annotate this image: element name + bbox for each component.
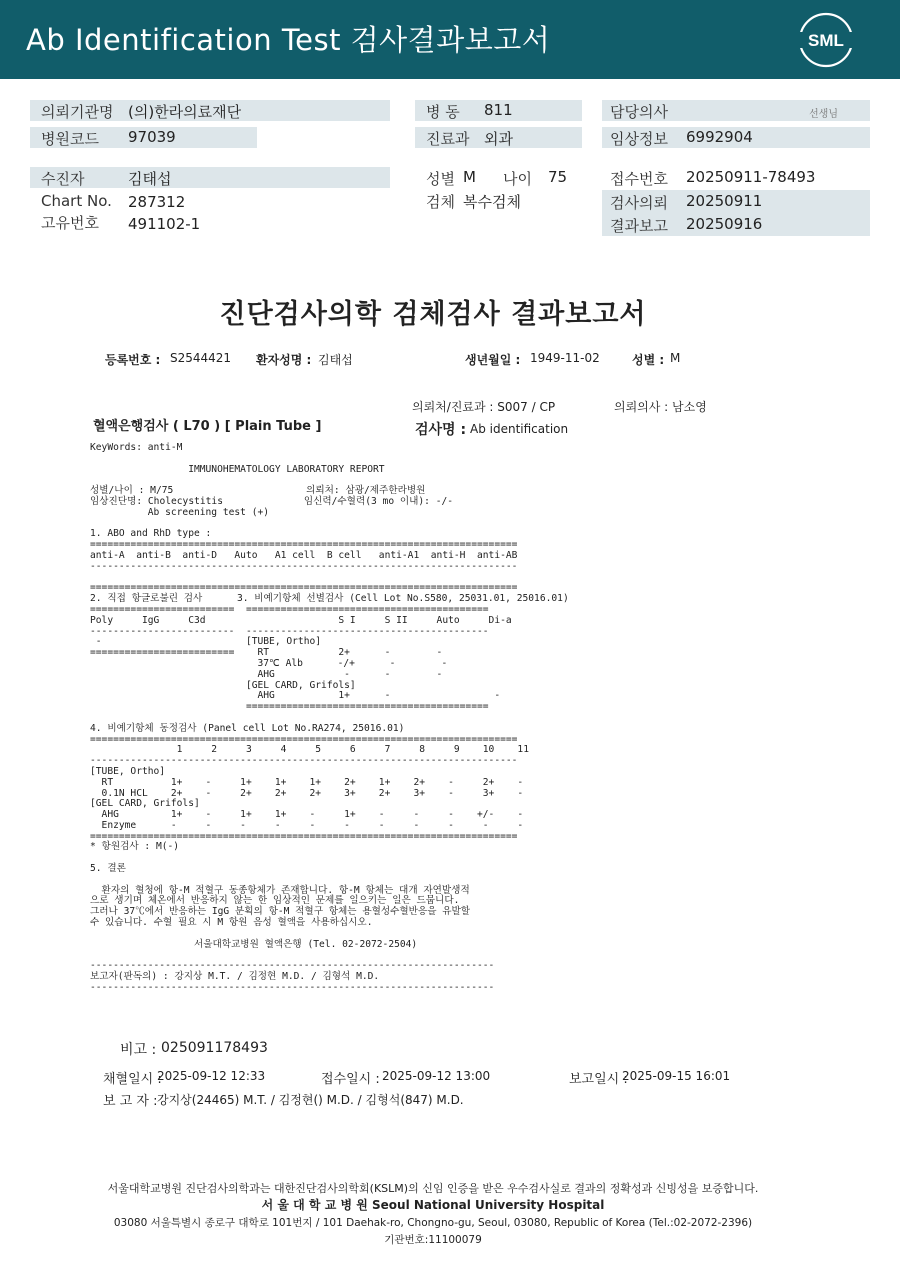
certification-text: 서울대학교병원 진단검사의학과는 대한진단검사의학회(KSLM)의 신임 인증을 받은 우수검사실로 결과의 정확성과 신빙성을 보증합니다. bbox=[107, 1182, 759, 1195]
chart-label: Chart No. bbox=[41, 192, 112, 210]
request-date-label: 검사의뢰 bbox=[610, 194, 668, 212]
doctor-suffix: 선생님 bbox=[809, 109, 838, 120]
collect-value: 2025-09-12 12:33 bbox=[157, 1069, 266, 1083]
dept-value: 외과 bbox=[484, 130, 513, 148]
dept-label: 진료과 bbox=[426, 130, 470, 148]
patient-name-label: 환자성명 : bbox=[256, 353, 312, 367]
sml-logo-icon bbox=[798, 12, 854, 68]
age-value: 75 bbox=[548, 168, 568, 186]
receipt-label: 접수일시 : bbox=[321, 1072, 380, 1087]
chart-value: 287312 bbox=[128, 193, 186, 211]
specimen-label: 검체 bbox=[426, 193, 455, 211]
reporter-value: 강지상(24465) M.T. / 김정현() M.D. / 김형석(847) M.D. bbox=[157, 1093, 464, 1107]
institution-value: (의)한라의료재단 bbox=[128, 103, 242, 121]
referral-dept: 의뢰처/진료과 : S007 / CP bbox=[412, 400, 556, 414]
report-date-label: 결과보고 bbox=[610, 217, 668, 235]
request-date-value: 20250911 bbox=[686, 192, 763, 210]
doctor-label: 담당의사 bbox=[610, 103, 668, 121]
institution-number: 기관번호:11100079 bbox=[384, 1234, 482, 1246]
reg-no-value: S2544421 bbox=[170, 351, 232, 365]
report-title: Ab Identification Test 검사결과보고서 bbox=[26, 23, 551, 57]
hospital-code-label: 병원코드 bbox=[41, 130, 99, 148]
ward-label: 병 동 bbox=[426, 103, 460, 121]
report-time-label: 보고일시 : bbox=[569, 1072, 628, 1087]
clinical-info-value: 6992904 bbox=[686, 128, 753, 146]
test-name-label: 검사명 : bbox=[415, 422, 467, 438]
receipt-no-label: 접수번호 bbox=[610, 170, 668, 188]
clinical-info-label: 임상정보 bbox=[610, 130, 668, 148]
hospital-code-value: 97039 bbox=[128, 128, 176, 146]
hospital-address: 03080 서울특별시 종로구 대학로 101번지 / 101 Daehak-ro, Chongno-gu, Seoul, 03080, Republic of Korea (Tel.:02-2072-2396) bbox=[113, 1217, 753, 1229]
document-title: 진단검사의학 검체검사 결과보고서 bbox=[219, 299, 647, 330]
meta-sex-value: M bbox=[670, 351, 681, 365]
reg-no-label: 등록번호 : bbox=[105, 353, 161, 367]
unique-id-value: 491102-1 bbox=[128, 215, 201, 233]
receipt-no-value: 20250911-78493 bbox=[686, 168, 816, 186]
logo-text: SML bbox=[808, 31, 844, 50]
receipt-value: 2025-09-12 13:00 bbox=[382, 1069, 491, 1083]
report-time-value: 2025-09-15 16:01 bbox=[622, 1069, 731, 1083]
header-bar bbox=[0, 0, 900, 79]
specimen-value: 복수검체 bbox=[463, 193, 521, 211]
hospital-name: 서 울 대 학 교 병 원 Seoul National University Hospital bbox=[261, 1198, 605, 1212]
note-value: 025091178493 bbox=[161, 1040, 268, 1056]
note-label: 비고 : bbox=[120, 1042, 157, 1058]
dob-value: 1949-11-02 bbox=[530, 351, 600, 365]
test-name-value: Ab identification bbox=[470, 422, 569, 436]
institution-label: 의뢰기관명 bbox=[41, 103, 114, 121]
test-group: 혈액은행검사 ( L70 ) [ Plain Tube ] bbox=[93, 419, 322, 434]
patient-name-value: 김태섭 bbox=[318, 353, 353, 367]
unique-id-label: 고유번호 bbox=[41, 214, 99, 232]
meta-sex-label: 성별 : bbox=[632, 353, 665, 367]
sex-value: M bbox=[463, 168, 476, 186]
age-label: 나이 bbox=[503, 170, 532, 188]
patient-label: 수진자 bbox=[41, 170, 85, 188]
report-date-value: 20250916 bbox=[686, 215, 763, 233]
dob-label: 생년월일 : bbox=[465, 353, 521, 367]
collect-label: 채혈일시 : bbox=[103, 1072, 162, 1087]
reporter-label: 보 고 자 : bbox=[103, 1094, 158, 1109]
sex-label: 성별 bbox=[426, 170, 455, 188]
lab-report-text: KeyWords: anti-M IMMUNOHEMATOLOGY LABORATORY REPORT 성별/나이 : M/75 의뢰처: 삼광/제주한라병원 임상진단명: Cholecystitis 임신력/수혈력(3 mo 이내): -/- Ab screening test (+) 1. ABO and RhD type : ========================================================================== anti-A anti-B anti-D Auto A1 cell B cell anti-A1 anti-H anti-AB -------------------------------------------------------------------------- ========================================================================== 2. 직접 항글로불린 검사 3. 비예기항체 선별검사 (Cell Lot No.S580, 25031.01, 25016.01) ========================= ========================================== Poly IgG C3d S I S II Auto Di-a ------------------------- ------------------------------------------ - [TUBE, Ortho] ========================= RT 2+ - - 37℃ Alb -/+ - - AHG - - - [GEL CARD, Grifols] AHG 1+ - - ========================================== 4. 비예기항체 동정검사 (Panel cell Lot No.RA274, 25016.01) ========================================================================== 1 2 3 4 5 6 7 8 9 10 11 -------------------------------------------------------------------------- [TUBE, Ortho] RT 1+ - 1+ 1+ 1+ 2+ 1+ 2+ - 2+ - 0.1N HCL 2+ - 2+ 2+ 2+ 3+ 2+ 3+ - 3+ - [GEL CARD, Grifols] AHG 1+ - 1+ 1+ - 1+ - - - +/- - Enzyme - - - - - - - - - - - ========================================================================== * 항원검사 : M(-) 5. 결론 환자의 혈청에 항-M 적혈구 동종항체가 존재합니다. 항-M 항체는 대개 자연발생적 으로 생기며 체온에서 반응하지 않는 한 임상적인 문제를 일으키는 일은 드뭅니다. 그러나 37℃에서 반응하는 IgG 분획의 항-M 적혈구 항체는 용혈성수혈반응을 유발할 수 있습니다. 수혈 필요 시 M 항원 음성 혈액을 사용하십시오. 서울대학교병원 혈액은행 (Tel. 02-2072-2504) ---------------------------------------------------------------------- 보고자(판독의) : 강지상 M.T. / 김정현 M.D. / 김형석 M.D. ---------------------------------------------------------------------- bbox=[90, 442, 569, 993]
ward-value: 811 bbox=[484, 101, 513, 119]
patient-value: 김태섭 bbox=[128, 170, 172, 188]
referral-doctor: 의뢰의사 : 남소영 bbox=[614, 400, 707, 414]
